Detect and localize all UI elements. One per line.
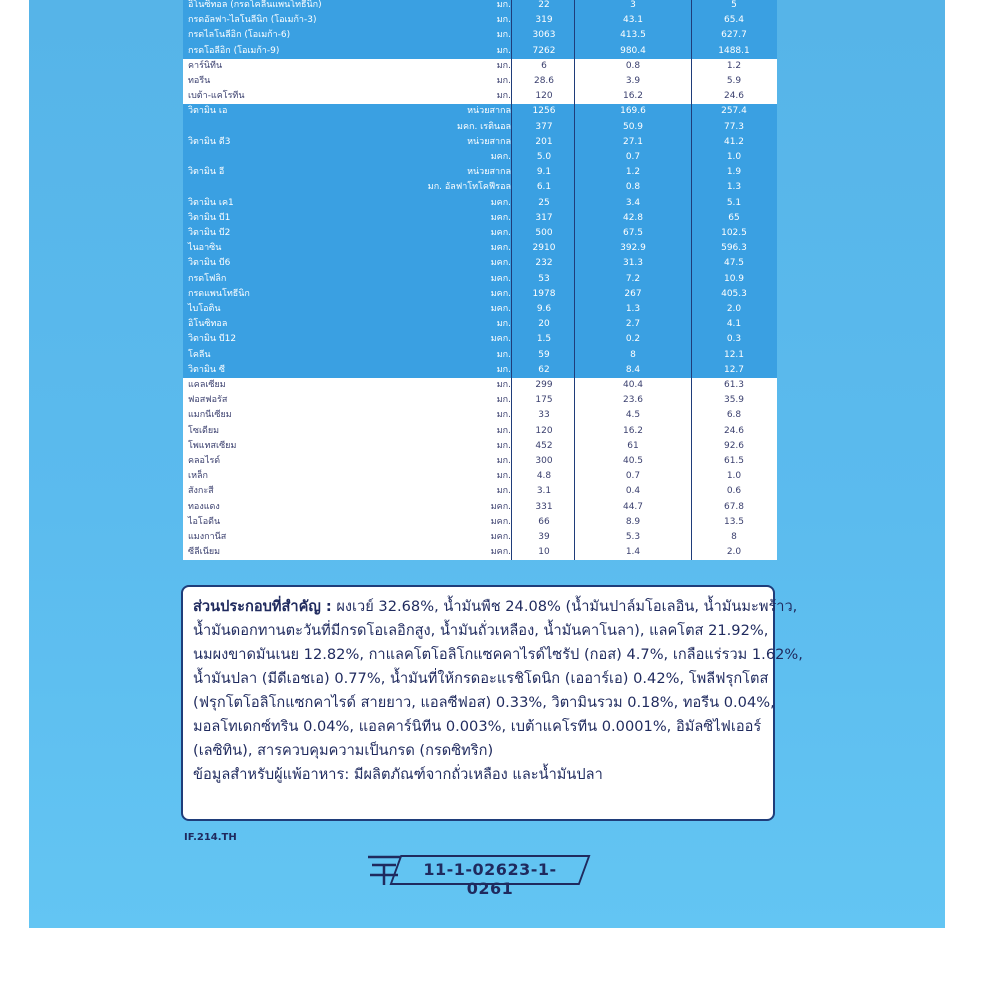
nutrition-row — [183, 484, 777, 499]
registration-number: 11-1-02623-1-0261 — [423, 860, 557, 898]
value-per-100g: 7262 — [532, 45, 556, 56]
value-per-100kcal: 102.5 — [721, 228, 747, 238]
nutrition-row — [183, 104, 777, 119]
nutrition-row — [183, 165, 777, 180]
nutrient-unit: มก. — [496, 0, 511, 10]
nutrition-row — [183, 515, 777, 530]
value-per-100g: 62 — [538, 364, 550, 375]
value-per-100kcal: 1.3 — [726, 182, 742, 193]
nutrient-name: อิโนซิทอล (กรดโคลีนแพนโทธีนิก) — [188, 0, 322, 10]
value-per-serving: 43.1 — [622, 15, 644, 26]
nutrient-unit: มก. — [496, 349, 511, 360]
value-per-100kcal: 6.8 — [726, 410, 742, 421]
nutrient-name: ไบโอติน — [188, 304, 221, 314]
value-per-100kcal: 5 — [731, 0, 737, 10]
nutrition-row — [183, 500, 777, 515]
value-per-serving: 3.4 — [625, 197, 641, 208]
value-per-100g: 1256 — [532, 106, 556, 117]
nutrient-name: แมกนีเซียม — [188, 410, 232, 421]
nutrient-unit: มก. — [496, 60, 511, 71]
value-per-serving: 8.4 — [625, 364, 641, 375]
ingredients-line-4: น้ำมันปลา (มีดีเอชเอ) 0.77%, น้ำมันที่ให้กรดอะแรชิโดนิก (เออาร์เอ) 0.42%, โพลีฟรุกโตส — [193, 670, 769, 687]
nutrient-name: คาร์นิทีน — [188, 60, 223, 71]
nutrient-unit: มก. — [496, 471, 511, 482]
nutrient-unit: มคก. — [490, 288, 511, 299]
value-per-100kcal: 0.3 — [726, 334, 742, 345]
nutrient-name: วิตามิน บี6 — [188, 258, 231, 269]
nutrient-unit: หน่วยสากล — [467, 106, 511, 117]
value-per-serving: 3.9 — [625, 76, 641, 86]
value-per-serving: 980.4 — [620, 45, 646, 56]
nutrition-row — [183, 0, 777, 13]
value-per-100g: 6.1 — [536, 182, 552, 193]
nutrient-unit: มคก. — [490, 516, 511, 527]
value-per-100kcal: 61.5 — [723, 456, 745, 466]
nutrient-unit: มคก. — [490, 501, 511, 512]
nutrition-row — [183, 302, 777, 317]
nutrient-unit: มคก. — [490, 243, 511, 254]
nutrition-row — [183, 393, 777, 408]
value-per-100g: 175 — [535, 395, 553, 406]
nutrition-table — [183, 0, 777, 560]
value-per-100kcal: 77.3 — [723, 121, 745, 132]
value-per-serving: 1.3 — [625, 304, 641, 314]
nutrition-row — [183, 44, 777, 59]
nutrient-unit: มคก. — [490, 258, 511, 269]
nutrition-row — [183, 287, 777, 302]
value-per-100g: 317 — [535, 212, 553, 223]
value-per-100kcal: 1.0 — [726, 152, 742, 162]
value-per-serving: 40.4 — [622, 380, 644, 390]
nutrition-row — [183, 454, 777, 469]
value-per-serving: 0.2 — [625, 334, 641, 345]
nutrient-unit: มก. — [496, 76, 511, 86]
nutrition-row — [183, 13, 777, 28]
value-per-100g: 319 — [535, 15, 553, 26]
nutrient-unit: มคก. — [490, 212, 511, 223]
value-per-100kcal: 41.2 — [723, 136, 745, 147]
nutrient-name: กรดไลโนลีอิก (โอเมก้า-6) — [188, 30, 291, 41]
value-per-100g: 232 — [535, 258, 553, 269]
value-per-serving: 3 — [630, 0, 636, 10]
value-per-100g: 10 — [538, 547, 550, 558]
nutrient-unit: มก. — [496, 410, 511, 421]
nutrition-row — [183, 439, 777, 454]
value-per-serving: 0.7 — [625, 152, 641, 162]
value-per-100kcal: 47.5 — [723, 258, 745, 269]
value-per-100kcal: 5.9 — [726, 76, 742, 86]
value-per-serving: 5.3 — [625, 532, 641, 542]
value-per-serving: 1.4 — [625, 547, 641, 558]
nutrient-name: ฟอสฟอรัส — [188, 395, 228, 406]
nutrient-unit: มคก. — [490, 334, 511, 345]
nutrient-name: ทองแดง — [188, 501, 220, 512]
nutrient-unit: มคก. — [490, 532, 511, 542]
value-per-100kcal: 65.4 — [723, 15, 745, 26]
nutrient-name: วิตามิน บี2 — [188, 228, 231, 238]
value-per-100g: 9.1 — [536, 167, 552, 178]
nutrition-row — [183, 196, 777, 211]
value-per-100g: 22 — [538, 0, 550, 10]
value-per-100g: 120 — [535, 91, 553, 102]
nutrition-row — [183, 256, 777, 271]
nutrient-name: ไอโอดีน — [188, 516, 221, 527]
nutrient-name: คลอไรด์ — [188, 456, 221, 466]
value-per-100g: 331 — [535, 501, 553, 512]
value-per-100g: 66 — [538, 516, 550, 527]
nutrient-unit: มก. อัลฟาโทโคฟีรอล — [427, 182, 511, 193]
value-per-100kcal: 92.6 — [723, 440, 745, 451]
nutrient-unit: มคก. — [490, 304, 511, 314]
nutrient-unit: มก. — [496, 45, 511, 56]
product-code: IF.214.TH — [184, 832, 237, 843]
value-per-100kcal: 1.2 — [726, 60, 742, 71]
value-per-100g: 25 — [538, 197, 550, 208]
nutrient-name: กรดอัลฟา-ไลโนลีนิก (โอเมก้า-3) — [188, 15, 317, 26]
value-per-100g: 6 — [541, 60, 547, 71]
value-per-serving: 31.3 — [622, 258, 644, 269]
nutrition-row — [183, 317, 777, 332]
nutrition-row — [183, 135, 777, 150]
ingredients-line-2: น้ำมันดอกทานตะวันที่มีกรดโอเลอิกสูง, น้ำมันถั่วเหลือง, น้ำมันคาโนลา), แลคโตส 21.92%, — [193, 622, 769, 639]
table-column-divider — [511, 0, 512, 560]
value-per-100kcal: 13.5 — [723, 516, 745, 527]
value-per-100kcal: 257.4 — [721, 106, 747, 117]
nutrient-unit: มก. — [496, 456, 511, 466]
nutrient-name: กรดแพนโทธีนิก — [188, 288, 250, 299]
nutrient-name: โซเดียม — [188, 425, 220, 436]
value-per-serving: 16.2 — [622, 91, 644, 102]
value-per-100g: 39 — [538, 532, 550, 542]
value-per-serving: 40.5 — [622, 456, 644, 466]
nutrition-row — [183, 272, 777, 287]
nutrient-unit: มคก. — [490, 547, 511, 558]
nutrient-unit: หน่วยสากล — [467, 136, 511, 147]
value-per-serving: 42.8 — [622, 212, 644, 223]
value-per-100g: 1.5 — [536, 334, 552, 345]
nutrient-name: วิตามิน เค1 — [188, 197, 234, 208]
value-per-100kcal: 1.0 — [726, 471, 742, 482]
nutrient-name: ไนอาซิน — [188, 243, 222, 254]
nutrient-name: แคลเซียม — [188, 380, 226, 390]
nutrient-name: วิตามิน เอ — [188, 106, 228, 117]
value-per-100kcal: 35.9 — [723, 395, 745, 406]
nutrient-name: โพแทสเซียม — [188, 440, 237, 451]
ingredients-panel — [181, 585, 803, 821]
nutrient-unit: มก. — [496, 364, 511, 375]
nutrition-row — [183, 332, 777, 347]
nutrient-unit: มคก. เรตินอล — [457, 121, 511, 132]
nutrition-row — [183, 28, 777, 43]
nutrient-name: วิตามิน ซี — [188, 364, 226, 375]
ingredients-line-5: (ฟรุกโตโอลิโกแซกคาไรด์ สายยาว, แอลซีฟอส) 0.33%, วิตามินรวม 0.18%, ทอรีน 0.04%, — [193, 694, 775, 711]
value-per-100kcal: 2.0 — [726, 304, 742, 314]
value-per-100kcal: 10.9 — [723, 273, 745, 284]
nutrition-row — [183, 408, 777, 423]
value-per-100g: 452 — [535, 440, 553, 451]
nutrition-row — [183, 89, 777, 104]
value-per-100kcal: 24.6 — [723, 425, 745, 436]
value-per-100kcal: 12.1 — [723, 349, 745, 360]
value-per-100kcal: 61.3 — [723, 380, 745, 390]
nutrient-unit: มคก. — [490, 273, 511, 284]
nutrient-unit: มก. — [496, 15, 511, 26]
nutrient-name: อิโนซิทอล — [188, 319, 228, 330]
value-per-100kcal: 0.6 — [726, 486, 742, 497]
ingredients-line-1: ส่วนประกอบที่สำคัญ : ผงเวย์ 32.68%, น้ำมันพืช 24.08% (น้ำมันปาล์มโอเลอิน, น้ำมันมะพร้าว, — [193, 598, 798, 615]
value-per-100kcal: 1488.1 — [718, 45, 750, 56]
value-per-100g: 9.6 — [536, 304, 552, 314]
nutrient-name: เบต้า-แคโรทีน — [188, 91, 245, 102]
value-per-100g: 28.6 — [533, 76, 555, 86]
value-per-serving: 169.6 — [620, 106, 646, 117]
nutrient-name: กรดโอลีอิก (โอเมก้า-9) — [188, 45, 280, 56]
value-per-100g: 500 — [535, 228, 553, 238]
nutrient-name: เหล็ก — [188, 471, 208, 482]
value-per-serving: 23.6 — [622, 395, 644, 406]
nutrient-unit: มก. — [496, 425, 511, 436]
nutrient-name: วิตามิน บี1 — [188, 212, 231, 223]
nutrient-unit: มคก. — [490, 228, 511, 238]
value-per-100g: 300 — [535, 456, 553, 466]
nutrition-row — [183, 469, 777, 484]
value-per-serving: 16.2 — [622, 425, 644, 436]
value-per-serving: 267 — [624, 288, 642, 299]
value-per-100g: 201 — [535, 136, 553, 147]
nutrition-row — [183, 530, 777, 545]
nutrient-unit: มก. — [496, 91, 511, 102]
value-per-100g: 33 — [538, 410, 550, 421]
value-per-serving: 50.9 — [622, 121, 644, 132]
value-per-serving: 1.2 — [625, 167, 641, 178]
value-per-100kcal: 24.6 — [723, 91, 745, 102]
ingredients-line-3: นมผงขาดมันเนย 12.82%, กาแลคโตโอลิโกแซคคาไรด์ไซรัป (กอส) 4.7%, เกลือแร่รวม 1.62%, — [193, 646, 803, 663]
nutrition-row — [183, 424, 777, 439]
nutrient-unit: มก. — [496, 30, 511, 41]
value-per-100g: 20 — [538, 319, 550, 330]
nutrition-row — [183, 545, 777, 560]
value-per-100kcal: 65 — [728, 212, 740, 223]
nutrition-row — [183, 348, 777, 363]
nutrition-row — [183, 74, 777, 89]
value-per-100kcal: 627.7 — [721, 30, 747, 41]
nutrient-unit: มก. — [496, 440, 511, 451]
value-per-100g: 2910 — [532, 243, 556, 254]
nutrition-row — [183, 59, 777, 74]
value-per-100g: 5.0 — [536, 152, 552, 162]
value-per-serving: 0.8 — [625, 182, 641, 193]
nutrient-name: วิตามิน อี — [188, 167, 225, 178]
nutrition-row — [183, 241, 777, 256]
value-per-100kcal: 8 — [731, 532, 737, 542]
nutrient-name: ซีลีเนียม — [188, 547, 221, 558]
value-per-100g: 53 — [538, 273, 550, 284]
value-per-100g: 377 — [535, 121, 553, 132]
ingredients-line-7: (เลซิทิน), สารควบคุมความเป็นกรด (กรดซิทริก) — [193, 742, 494, 759]
nutrition-row — [183, 180, 777, 195]
value-per-serving: 27.1 — [622, 136, 644, 147]
nutrition-row — [183, 120, 777, 135]
ingredients-line-6: มอลโทเดกซ์ทริน 0.04%, แอลคาร์นิทีน 0.003%, เบต้าแคโรทีน 0.0001%, อิมัลซิไฟเออร์ — [193, 718, 762, 735]
value-per-serving: 413.5 — [620, 30, 646, 41]
value-per-100kcal: 2.0 — [726, 547, 742, 558]
value-per-100kcal: 596.3 — [721, 243, 747, 254]
nutrient-unit: มก. — [496, 319, 511, 330]
value-per-100g: 3.1 — [536, 486, 552, 497]
value-per-100g: 3063 — [532, 30, 556, 41]
nutrient-name: แมงกานีส — [188, 532, 227, 542]
value-per-serving: 2.7 — [625, 319, 641, 330]
nutrient-name: สังกะสี — [188, 486, 214, 497]
value-per-100g: 1978 — [532, 288, 556, 299]
value-per-serving: 44.7 — [622, 501, 644, 512]
value-per-serving: 8.9 — [625, 516, 641, 527]
table-column-divider — [574, 0, 575, 560]
nutrient-unit: มคก. — [490, 152, 511, 162]
allergen-info: ข้อมูลสำหรับผู้แพ้อาหาร: มีผลิตภัณฑ์จากถั่วเหลือง และน้ำมันปลา — [193, 766, 603, 783]
value-per-100kcal: 1.9 — [726, 167, 742, 178]
nutrient-unit: หน่วยสากล — [467, 167, 511, 178]
nutrition-row — [183, 363, 777, 378]
value-per-serving: 0.4 — [625, 486, 641, 497]
value-per-serving: 7.2 — [625, 273, 641, 284]
value-per-100kcal: 405.3 — [721, 288, 747, 299]
table-column-divider — [691, 0, 692, 560]
value-per-serving: 392.9 — [620, 243, 646, 254]
value-per-100g: 59 — [538, 349, 550, 360]
value-per-100g: 4.8 — [536, 471, 552, 482]
nutrition-row — [183, 226, 777, 241]
nutrient-unit: มก. — [496, 380, 511, 390]
value-per-100kcal: 4.1 — [726, 319, 742, 330]
nutrient-name: ทอรีน — [188, 76, 211, 86]
value-per-serving: 61 — [627, 440, 639, 451]
nutrition-row — [183, 378, 777, 393]
value-per-100kcal: 5.1 — [726, 197, 742, 208]
nutrient-unit: มคก. — [490, 197, 511, 208]
nutrient-name: โคลีน — [188, 349, 211, 360]
value-per-serving: 4.5 — [625, 410, 641, 421]
value-per-serving: 8 — [630, 349, 636, 360]
value-per-serving: 0.7 — [625, 471, 641, 482]
nutrient-unit: มก. — [496, 486, 511, 497]
value-per-100kcal: 67.8 — [723, 501, 745, 512]
nutrient-name: กรดโฟลิก — [188, 273, 227, 284]
nutrient-name: วิตามิน บี12 — [188, 334, 237, 345]
value-per-serving: 0.8 — [625, 60, 641, 71]
nutrient-name: วิตามิน ดี3 — [188, 136, 231, 147]
ingredients-heading: ส่วนประกอบที่สำคัญ : — [193, 598, 332, 615]
nutrient-unit: มก. — [496, 395, 511, 406]
value-per-serving: 67.5 — [622, 228, 644, 238]
nutrition-row — [183, 211, 777, 226]
value-per-100kcal: 12.7 — [723, 364, 745, 375]
value-per-100g: 299 — [535, 380, 553, 390]
value-per-100g: 120 — [535, 425, 553, 436]
nutrition-row — [183, 150, 777, 165]
